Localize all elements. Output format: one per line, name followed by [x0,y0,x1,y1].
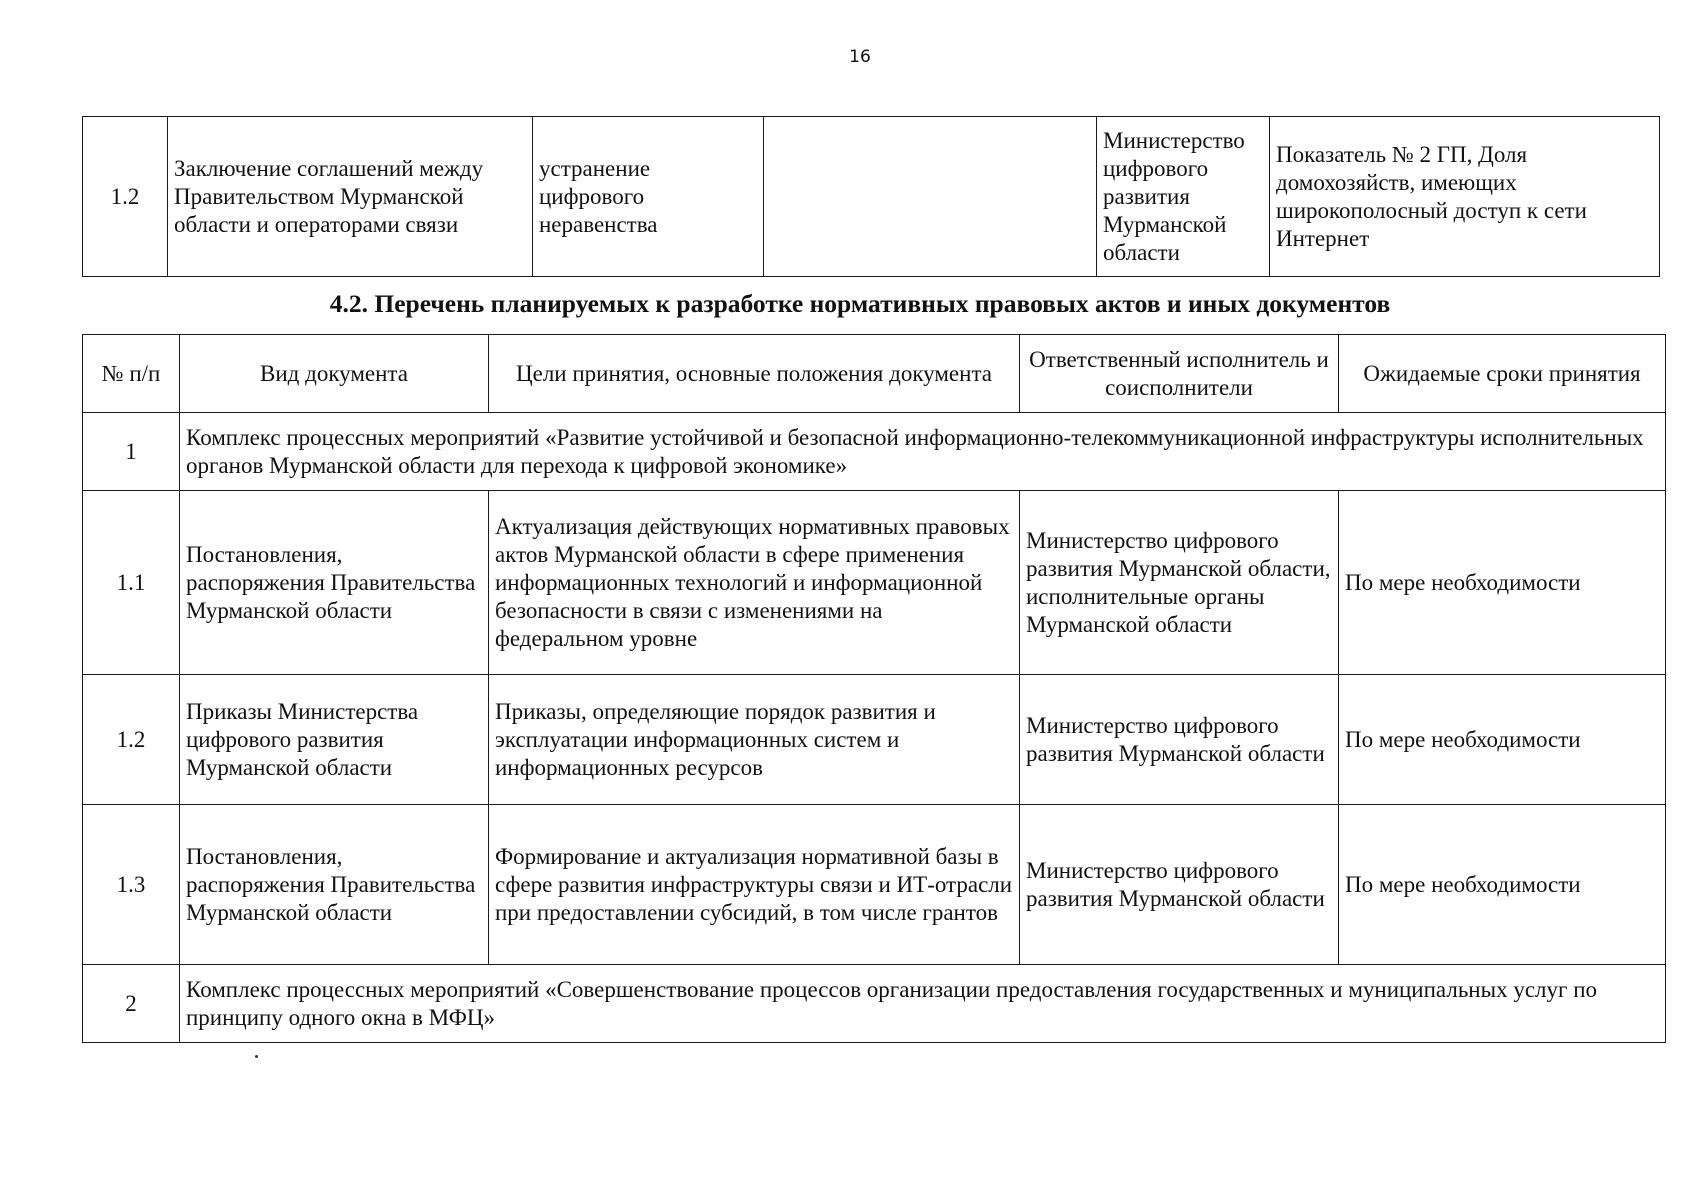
doc-deadline: По мере необходимости [1339,805,1666,965]
table-row [83,805,1666,965]
doc-executor: Министерство цифрового развития Мурманской области [1020,805,1339,965]
event-goal: устранение цифрового неравенства [533,117,764,277]
event-indicator: Показатель № 2 ГП, Доля домохозяйств, имеющих широкополосный доступ к сети Интернет [1270,117,1660,277]
row-number: 1.1 [83,491,180,675]
doc-type: Постановления, распоряжения Правительства Мурманской области [180,491,489,675]
row-number: 1.2 [83,675,180,805]
header-executor: Ответственный исполнитель и соисполнители [1020,335,1339,413]
table-row [83,675,1666,805]
header-doc-type: Вид документа [180,335,489,413]
event-executor: Министерство цифрового развития Мурманской области [1097,117,1270,277]
complex-title: Комплекс процессных мероприятий «Совершенствование процессов организации предоставления государственных и муниципальных услуг по принципу одного окна в МФЦ» [180,965,1666,1043]
doc-type: Постановления, распоряжения Правительства Мурманской области [180,805,489,965]
row-number: 1.3 [83,805,180,965]
doc-type: Приказы Министерства цифрового развития Мурманской области [180,675,489,805]
header-deadline: Ожидаемые сроки принятия [1339,335,1666,413]
table-header-row [83,335,1666,413]
doc-executor: Министерство цифрового развития Мурманской области, исполнительные органы Мурманской области [1020,491,1339,675]
table-row [83,413,1666,491]
scan-speck [255,1055,258,1058]
complex-title: Комплекс процессных мероприятий «Развитие устойчивой и безопасной информационно-телекоммуникационной инфраструктуры исполнительных органов Мурманской области для перехода к цифровой экономике» [180,413,1666,491]
row-number: 1 [83,413,180,491]
table-row [83,491,1666,675]
event-title: Заключение соглашений между Правительством Мурманской области и операторами связи [168,117,533,277]
table-row [83,117,1660,277]
header-goals: Цели принятия, основные положения документа [489,335,1020,413]
doc-deadline: По мере необходимости [1339,491,1666,675]
doc-deadline: По мере необходимости [1339,675,1666,805]
section-heading: 4.2. Перечень планируемых к разработке нормативных правовых актов и иных документов [329,289,1391,318]
empty-cell [764,117,1097,277]
row-number: 1.2 [83,117,168,277]
doc-goals: Приказы, определяющие порядок развития и эксплуатации информационных систем и информационных ресурсов [489,675,1020,805]
doc-executor: Министерство цифрового развития Мурманской области [1020,675,1339,805]
doc-goals: Формирование и актуализация нормативной базы в сфере развития инфраструктуры связи и ИТ-отрасли при предоставлении субсидий, в том числе грантов [489,805,1020,965]
row-number: 2 [83,965,180,1043]
doc-goals: Актуализация действующих нормативных правовых актов Мурманской области в сфере применения информационных технологий и информационной безопасности в связи с изменениями на федеральном уровне [489,491,1020,675]
top-table [82,116,1660,277]
table-row [83,965,1666,1043]
page-number: 16 [849,47,871,67]
documents-table [82,334,1666,1043]
header-num: № п/п [83,335,180,413]
